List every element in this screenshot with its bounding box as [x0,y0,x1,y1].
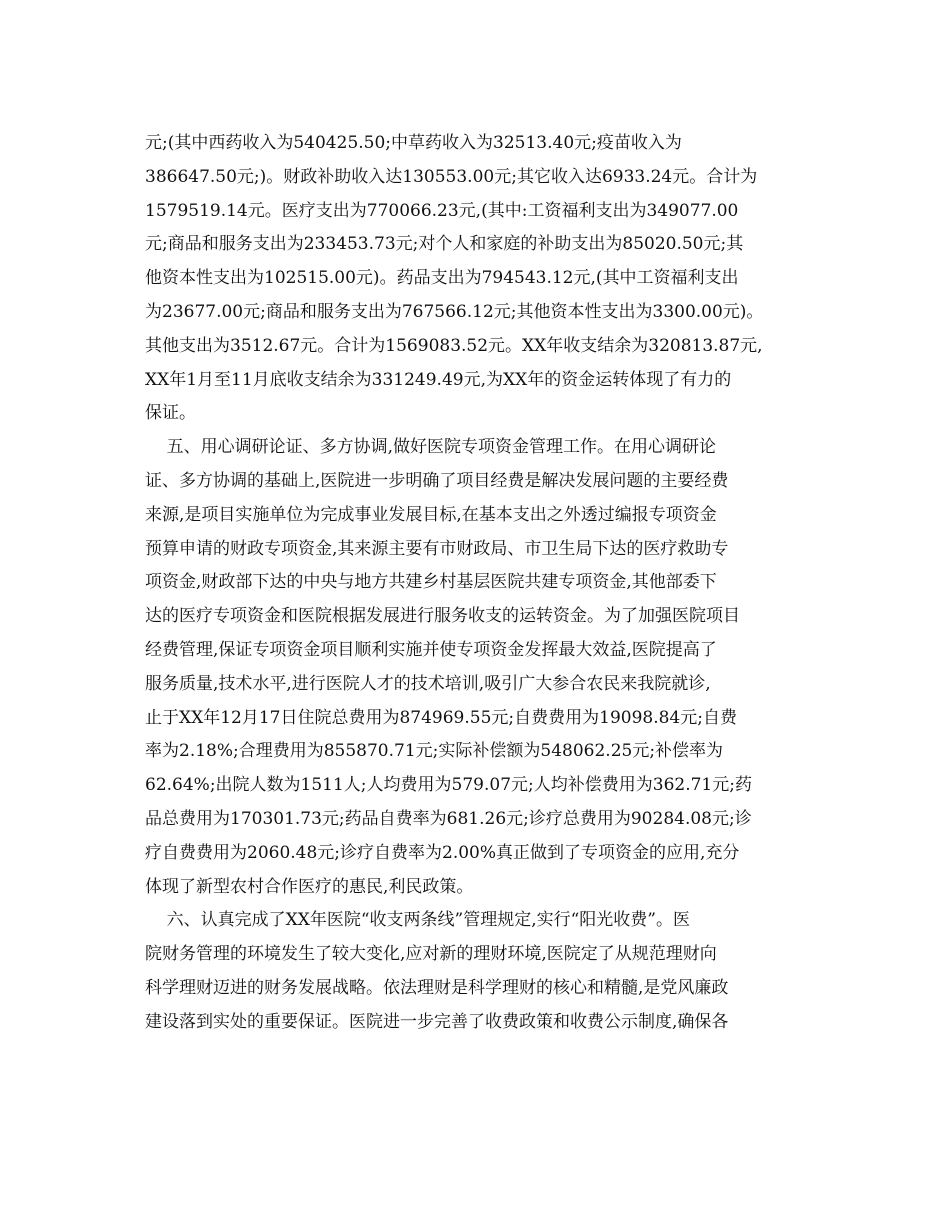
text-line: 建设落到实处的重要保证。医院进一步完善了收费政策和收费公示制度,确保各 [145,1011,729,1032]
text-line: 经费管理,保证专项资金项目顺利实施并使专项资金发挥最大效益,医院提高了 [145,639,717,660]
text-line: 他资本性支出为102515.00元)。药品支出为794543.12元,(其中工资福利支出 [145,268,739,289]
text-line: 保证。 [145,403,196,424]
text-line: 元;(其中西药收入为540425.50;中草药收入为32513.40元;疫苗收入为 [145,133,682,153]
text-line: 疗自费费用为2060.48元;诊疗自费率为2.00%真正做到了专项资金的应用,充分 [145,842,740,863]
text-line: 项资金,财政部下达的中央与地方共建乡村基层医院共建专项资金,其他部委下 [145,572,717,593]
text-line: 元;商品和服务支出为233453.73元;对个人和家庭的补助支出为85020.50元;其 [145,234,744,255]
text-line: 止于XX年12月17日住院总费用为874969.55元;自费费用为19098.84元;自费 [145,707,737,728]
text-line: 来源,是项目实施单位为完成事业发展目标,在基本支出之外透过编报专项资金 [145,504,717,525]
text-line: 服务质量,技术水平,进行医院人才的技术培训,吸引广大参合农民来我院就诊, [145,673,711,694]
text-line: 预算申请的财政专项资金,其来源主要有市财政局、市卫生局下达的医疗救助专 [145,538,729,559]
text-line: 达的医疗专项资金和医院根据发展进行服务收支的运转资金。为了加强医院项目 [145,606,740,627]
section-5-first-line: 五、用心调研论证、多方协调,做好医院专项资金管理工作。在用心调研论 [145,437,717,458]
text-line: 体现了新型农村合作医疗的惠民,利民政策。 [145,876,474,897]
section-6-first-line: 六、认真完成了XX年医院“收支两条线”管理规定,实行“阳光收费”。医 [145,910,690,931]
body-text [145,127,805,1040]
text-line: 62.64%;出院人数为1511人;人均费用为579.07元;人均补偿费用为362.71元;药 [145,775,752,796]
text-line: 386647.50元;)。财政补助收入达130553.00元;其它收入达6933.24元。合计为 [145,166,758,187]
text-line: 证、多方协调的基础上,医院进一步明确了项目经费是解决发展问题的主要经费 [145,470,729,491]
text-line: XX年1月至11月底收支结余为331249.49元,为XX年的资金运转体现了有力的 [145,369,732,390]
text-line: 院财务管理的环境发生了较大变化,应对新的理财环境,医院定了从规范理财向 [145,944,717,965]
text-line: 其他支出为3512.67元。合计为1569083.52元。XX年收支结余为320813.87元, [145,335,763,356]
text-line: 率为2.18%;合理费用为855870.71元;实际补偿额为548062.25元;补偿率为 [145,741,724,762]
text-line: 为23677.00元;商品和服务支出为767566.12元;其他资本性支出为3300.00元)。 [145,301,764,322]
text-line: 1579519.14元。医疗支出为770066.23元,(其中:工资福利支出为349077.00 [145,200,739,221]
text-line: 科学理财迈进的财务发展战略。依法理财是科学理财的核心和精髓,是党风廉政 [145,977,729,998]
text-line: 品总费用为170301.73元;药品自费率为681.26元;诊疗总费用为90284.08元;诊 [145,808,752,829]
